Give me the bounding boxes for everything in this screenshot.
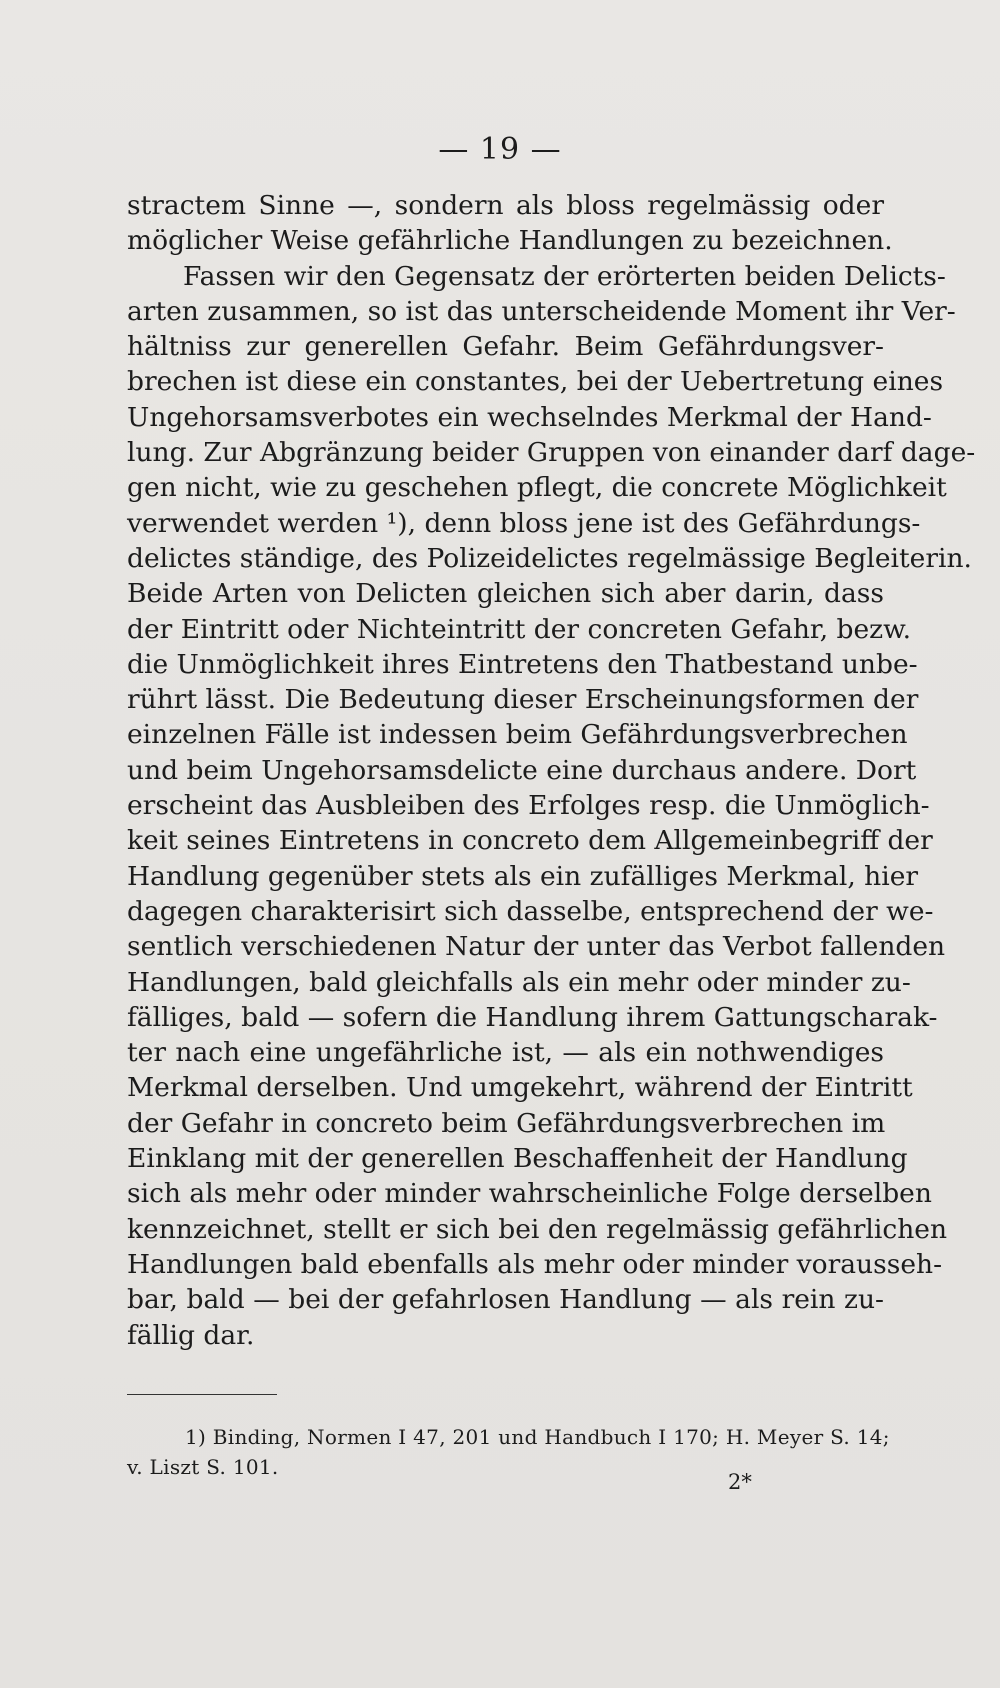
text-line: fällig dar. — [127, 1319, 255, 1351]
text-line: möglicher Weise gefährliche Handlungen zu bezeichnen. — [127, 225, 893, 257]
text-line: die Unmöglichkeit ihres Eintretens den Thatbestand unbe- — [127, 648, 918, 680]
text-line: und beim Ungehorsamsdelicte eine durchaus andere. Dort — [127, 754, 917, 786]
footnote — [127, 1422, 890, 1482]
text-line: Handlungen bald ebenfalls als mehr oder minder vorausseh- — [127, 1248, 943, 1280]
text-line: dagegen charakterisirt sich dasselbe, entsprechend der we- — [127, 895, 934, 927]
text-line: Beide Arten von Delicten gleichen sich aber darin, dass — [127, 578, 884, 610]
text-line: sentlich verschiedenen Natur der unter das Verbot fallenden — [127, 931, 946, 963]
footnote-line: v. Liszt S. 101. — [127, 1455, 279, 1479]
text-line: keit seines Eintretens in concreto dem Allgemeinbegriff der — [127, 825, 933, 857]
text-line: bar, bald — bei der gefahrlosen Handlung — als rein zu- — [127, 1284, 884, 1316]
text-line: rührt lässt. Die Bedeutung dieser Erscheinungsformen der — [127, 684, 919, 716]
text-line: der Gefahr in concreto beim Gefährdungsverbrechen im — [127, 1107, 886, 1139]
text-line: sich als mehr oder minder wahrscheinliche Folge derselben — [127, 1178, 932, 1210]
text-line: Merkmal derselben. Und umgekehrt, während der Eintritt — [127, 1072, 913, 1104]
text-line: fälliges, bald — sofern die Handlung ihrem Gattungscharak- — [127, 1001, 938, 1033]
footnote-line: 1) Binding, Normen I 47, 201 und Handbuch I 170; H. Meyer S. 14; — [185, 1425, 890, 1449]
text-line: delictes ständige, des Polizeidelictes regelmässige Begleiterin. — [127, 542, 972, 574]
text-line: kennzeichnet, stellt er sich bei den regelmässig gefährlichen — [127, 1213, 948, 1245]
signature-mark: 2* — [728, 1470, 752, 1494]
text-line: brechen ist diese ein constantes, bei der Uebertretung eines — [127, 366, 944, 398]
text-line: der Eintritt oder Nichteintritt der concreten Gefahr, bezw. — [127, 613, 912, 645]
text-line: arten zusammen, so ist das unterscheidende Moment ihr Ver- — [127, 295, 956, 327]
text-line: Einklang mit der generellen Beschaffenheit der Handlung — [127, 1143, 908, 1175]
text-line: gen nicht, wie zu geschehen pflegt, die concrete Möglichkeit — [127, 472, 947, 504]
text-line: einzelnen Fälle ist indessen beim Gefährdungsverbrechen — [127, 719, 908, 751]
page-number: — 19 — — [438, 132, 562, 167]
text-line: Ungehorsamsverbotes ein wechselndes Merkmal der Hand- — [127, 401, 932, 433]
text-line: hältniss zur generellen Gefahr. Beim Gefährdungsver- — [127, 331, 884, 363]
text-line: verwendet werden ¹), denn bloss jene ist des Gefährdungs- — [127, 507, 921, 539]
body-text — [127, 188, 976, 1353]
text-line: ter nach eine ungefährliche ist, — als ein nothwendiges — [127, 1037, 884, 1069]
text-line: Handlungen, bald gleichfalls als ein mehr oder minder zu- — [127, 966, 911, 998]
footnote-divider — [127, 1394, 277, 1395]
text-line: Fassen wir den Gegensatz der erörterten beiden Delicts- — [183, 260, 946, 292]
text-line: lung. Zur Abgränzung beider Gruppen von einander darf dage- — [127, 437, 976, 469]
text-line: stractem Sinne —, sondern als bloss regelmässig oder — [127, 190, 884, 221]
text-line: erscheint das Ausbleiben des Erfolges resp. die Unmöglich- — [127, 790, 930, 822]
text-line: Handlung gegenüber stets als ein zufälliges Merkmal, hier — [127, 860, 919, 892]
